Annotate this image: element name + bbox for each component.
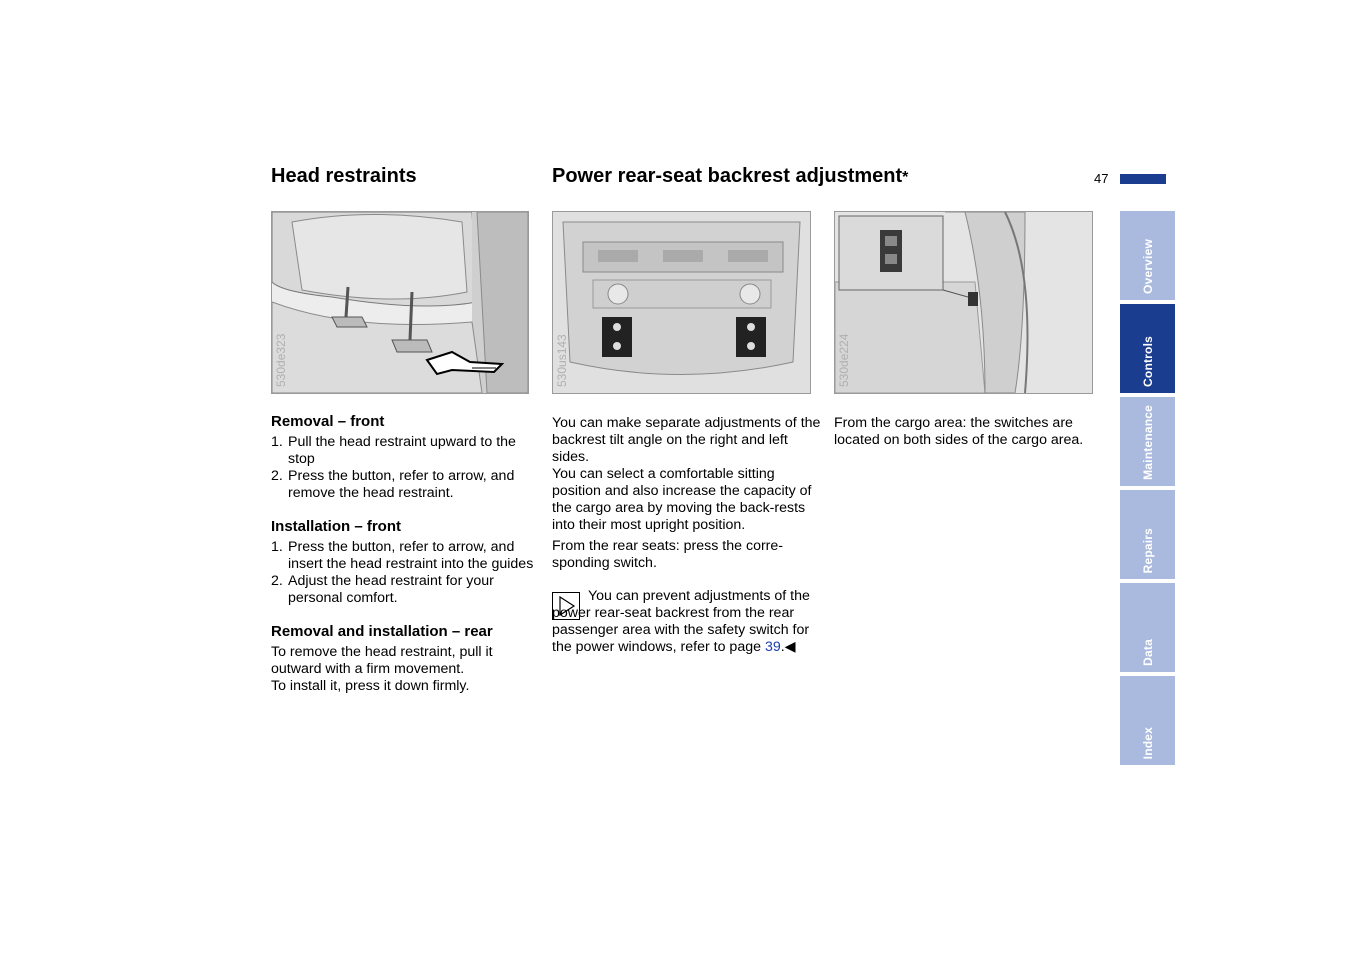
tab-label: Maintenance xyxy=(1140,405,1155,480)
tab-repairs[interactable] xyxy=(1120,490,1175,579)
tab-label: Index xyxy=(1140,726,1155,759)
tab-index[interactable] xyxy=(1120,676,1175,765)
figure-cargo-area xyxy=(834,211,1093,394)
list-item xyxy=(271,434,539,468)
step-text: Press the button, refer to arrow, and insert the head restraint into the guides xyxy=(288,539,534,572)
tab-label: Controls xyxy=(1140,336,1155,387)
cargo-para: From the cargo area: the switches are located on both sides of the cargo area. xyxy=(834,415,1084,448)
note-text: You can prevent adjustments of the power rear-seat backrest from the rear passenger area with the safety switch for the power windows, refer to page xyxy=(552,588,810,655)
step-number: 2. xyxy=(271,573,283,589)
left-column xyxy=(271,413,539,695)
step-text: Adjust the head restraint for your personal comfort. xyxy=(288,573,494,606)
step-number: 1. xyxy=(271,539,283,555)
list-item xyxy=(271,539,539,573)
tab-label: Data xyxy=(1140,639,1155,666)
backrest-para-1: You can make separate adjustments of the backrest tilt angle on the right and left sides. xyxy=(552,415,821,465)
middle-column xyxy=(552,415,822,572)
installation-front-title: Installation – front xyxy=(271,518,402,535)
note-end-marker: .◀ xyxy=(780,639,796,655)
figure-head-restraint xyxy=(271,211,529,394)
list-item xyxy=(271,468,539,502)
figure-code: 530de323 xyxy=(274,333,288,387)
tab-maintenance[interactable] xyxy=(1120,397,1175,486)
step-number: 2. xyxy=(271,468,283,484)
removal-rear-line-1: To remove the head restraint, pull it outward with a firm movement. xyxy=(271,644,493,677)
removal-front-steps xyxy=(271,434,539,502)
page-marker-bar xyxy=(1120,174,1166,184)
heading-power-backrest-text: Power rear-seat backrest adjustment xyxy=(552,165,903,187)
head-restraint-illustration xyxy=(272,212,528,393)
step-number: 1. xyxy=(271,434,283,450)
step-text: Press the button, refer to arrow, and remove the head restraint. xyxy=(288,468,515,501)
backrest-para-3: From the rear seats: press the corre-sponding switch. xyxy=(552,538,784,571)
figure-code: 530us143 xyxy=(555,334,569,387)
installation-front-steps xyxy=(271,539,539,607)
step-text: Pull the head restraint upward to the stop xyxy=(288,434,516,467)
page-number: 47 xyxy=(1094,171,1109,186)
backrest-para-2: You can select a comfortable sitting position and also increase the capacity of the cargo area by moving the back-rests into their most upright position. xyxy=(552,466,812,533)
list-item xyxy=(271,573,539,607)
page-39-link[interactable]: 39 xyxy=(764,639,781,655)
figure-backrest-switches xyxy=(552,211,811,394)
removal-rear-line-2: To install it, press it down firmly. xyxy=(271,678,470,694)
cargo-area-illustration xyxy=(835,212,1092,393)
tab-overview[interactable] xyxy=(1120,211,1175,300)
safety-note xyxy=(552,588,822,656)
tab-data[interactable] xyxy=(1120,583,1175,672)
heading-power-backrest xyxy=(552,166,908,186)
removal-front-title: Removal – front xyxy=(271,413,385,430)
backrest-switch-illustration xyxy=(553,212,810,393)
tab-label: Overview xyxy=(1140,239,1155,294)
heading-head-restraints: Head restraints xyxy=(271,165,417,187)
tab-controls[interactable] xyxy=(1120,304,1175,393)
option-star: * xyxy=(902,169,909,186)
right-column xyxy=(834,415,1109,449)
removal-rear-title: Removal and installation – rear xyxy=(271,623,493,640)
tab-label: Repairs xyxy=(1140,527,1155,573)
figure-code: 530de224 xyxy=(837,333,851,387)
